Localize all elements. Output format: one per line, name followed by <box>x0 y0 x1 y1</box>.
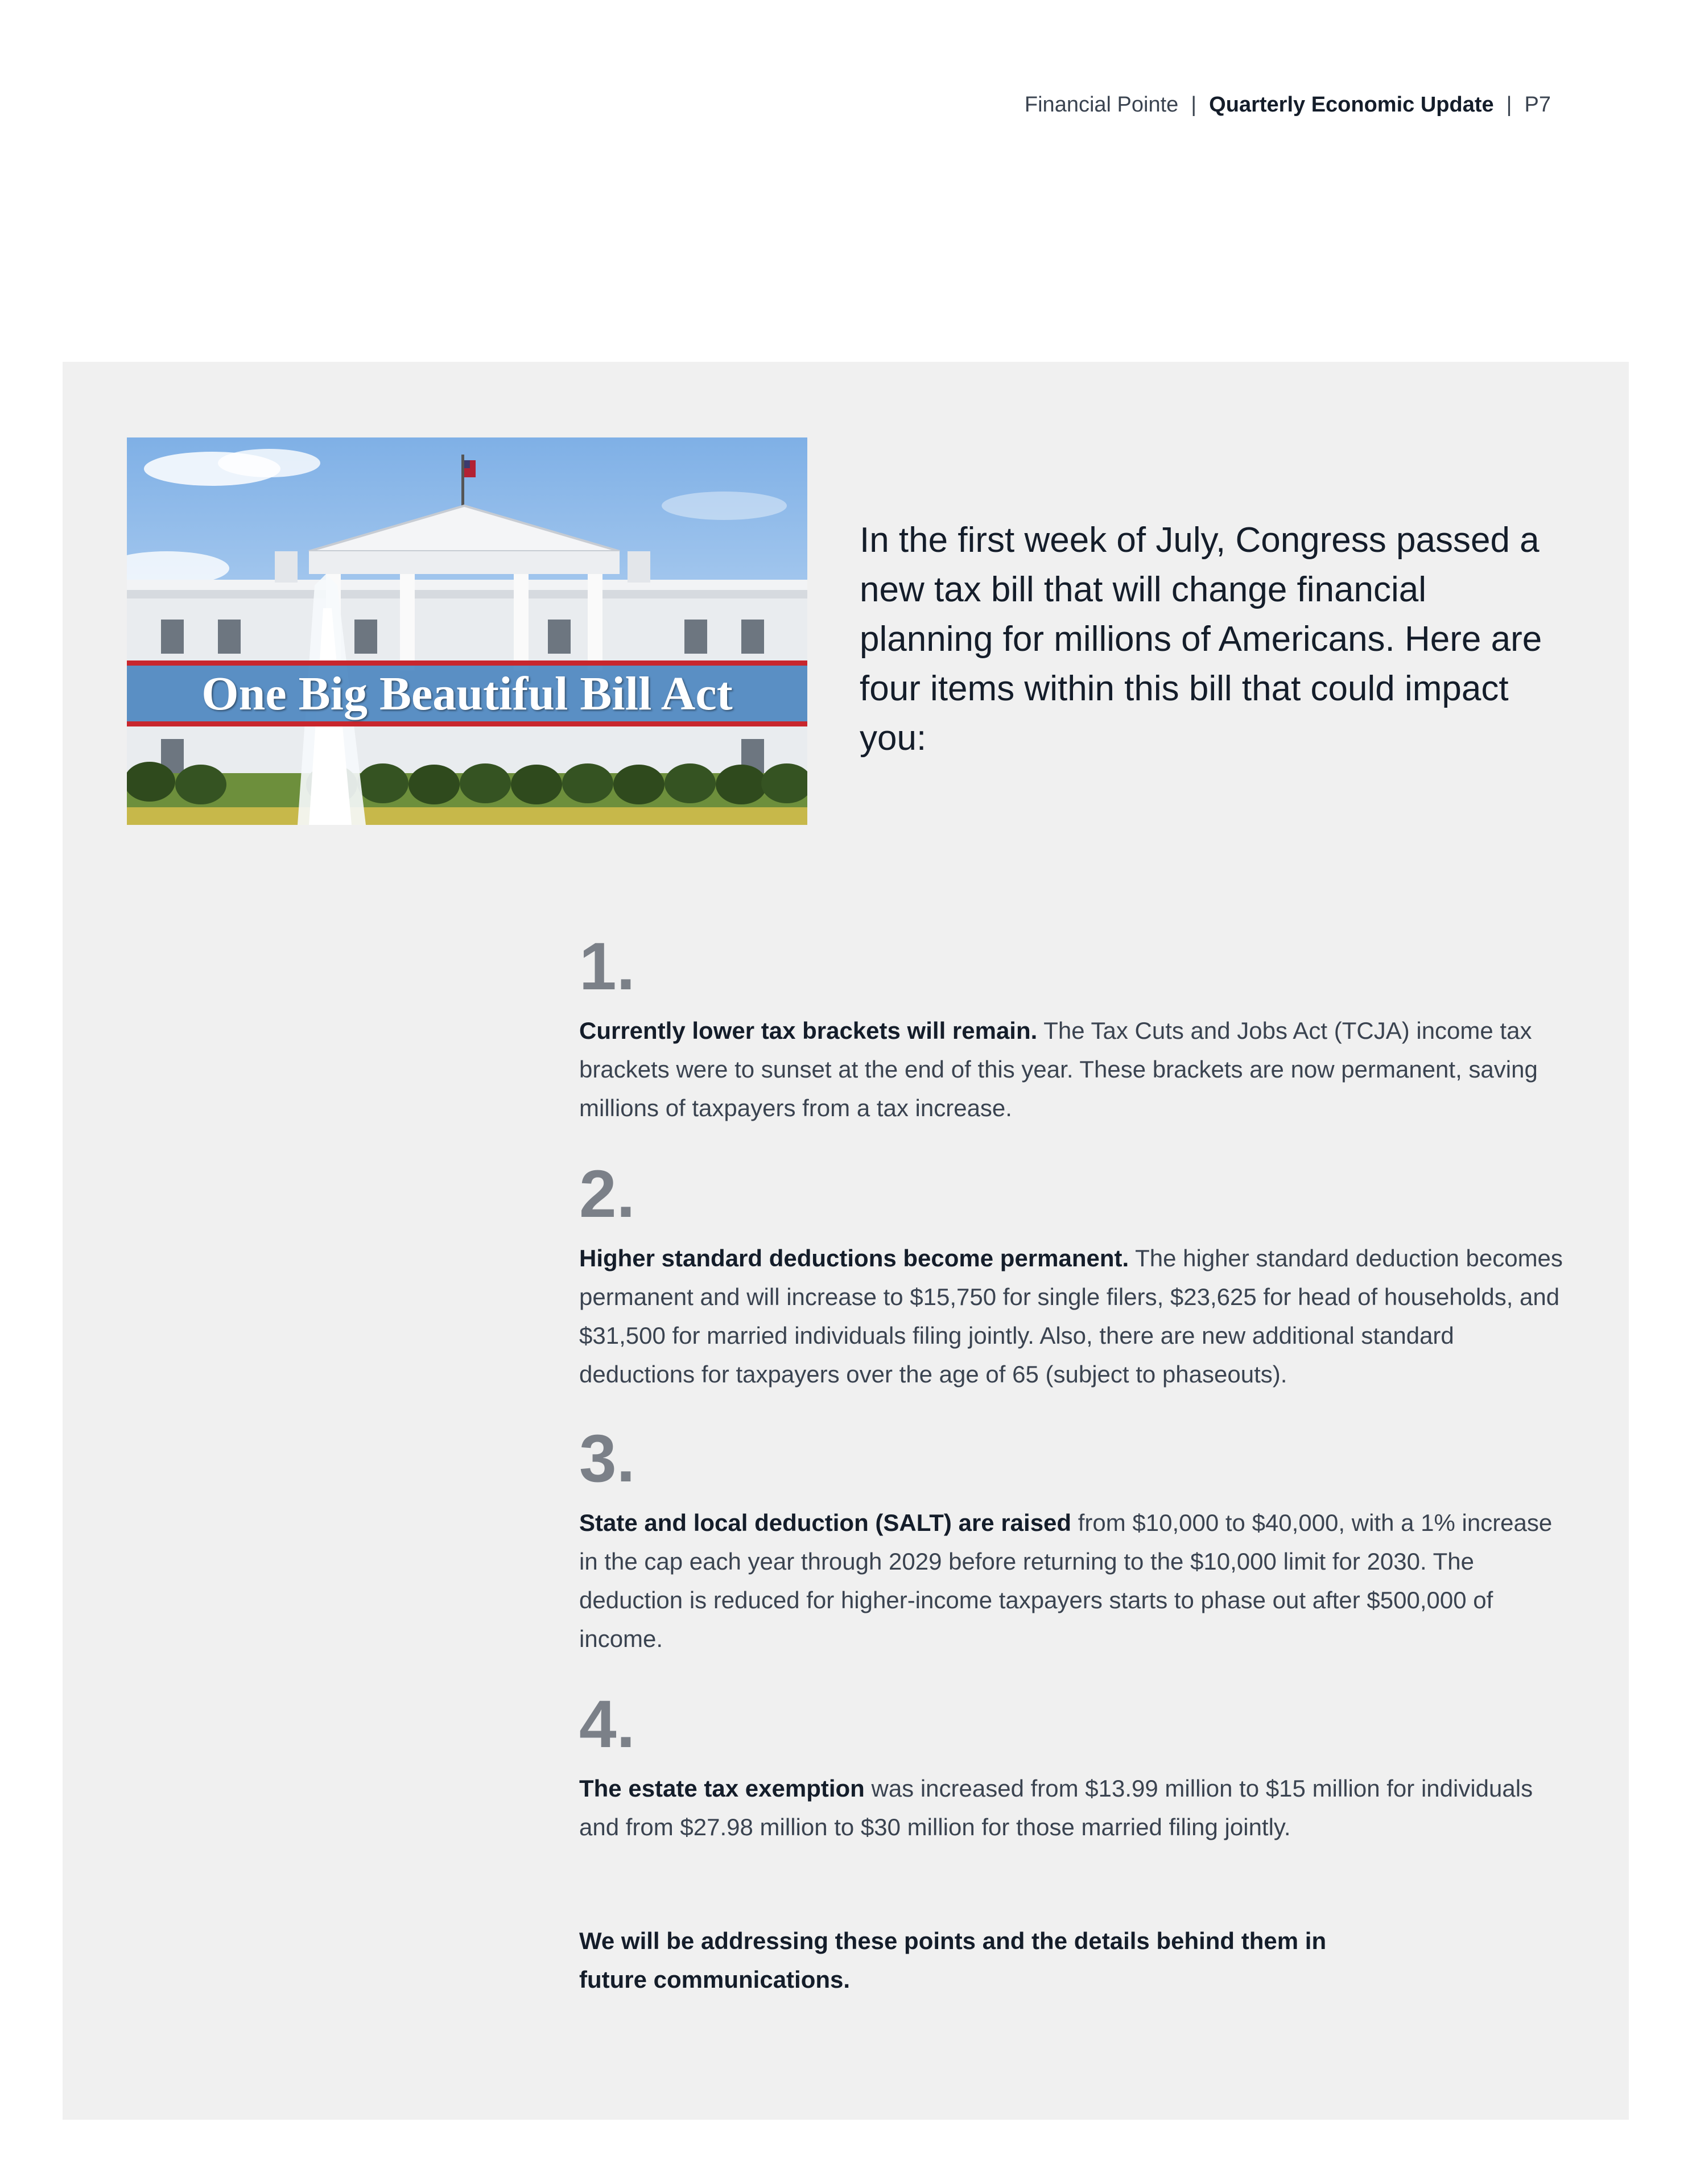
item-heading: The estate tax exemption <box>579 1775 865 1802</box>
intro-paragraph: In the first week of July, Congress passed a new tax bill that will change financial planning for millions of Americans. Here are four items within this bill that could impact you: <box>860 521 1542 758</box>
page-number: P7 <box>1524 93 1551 117</box>
header-separator: | <box>1506 93 1512 117</box>
list-item <box>579 1157 1569 1394</box>
item-body <box>579 1012 1569 1128</box>
item-heading: Currently lower tax brackets will remain. <box>579 1017 1038 1044</box>
list-item <box>579 1687 1569 1847</box>
item-text: from $10,000 to $40,000, with a 1% increase in the cap each year through 2029 before returning to the $10,000 limit for 2030. The deduction is reduced for higher-income taxpayers starts to phase out after $500,000 of income. <box>579 1509 1553 1652</box>
item-body <box>579 1504 1569 1658</box>
closing-note: We will be addressing these points and the details behind them in future communications. <box>579 1927 1327 1993</box>
image-banner <box>127 660 807 726</box>
item-heading: State and local deduction (SALT) are raised <box>579 1509 1072 1536</box>
white-house-image <box>127 437 807 825</box>
item-number: 3. <box>579 1421 635 1496</box>
item-number: 2. <box>579 1157 635 1232</box>
publication-name: Financial Pointe <box>1024 93 1179 117</box>
item-body <box>579 1769 1569 1847</box>
item-text: The higher standard deduction becomes permanent and will increase to $15,750 for single filers, $23,625 for head of households, and $31,500 for married individuals filing jointly. Also, there are new additional standard deductions for taxpayers over the age of 65 (subject to phaseouts). <box>579 1245 1563 1388</box>
section-title: Quarterly Economic Update <box>1209 93 1494 117</box>
item-text: The Tax Cuts and Jobs Act (TCJA) income tax brackets were to sunset at the end of this year. These brackets are now permanent, saving millions of taxpayers from a tax increase. <box>579 1017 1538 1121</box>
item-text: was increased from $13.99 million to $15 million for individuals and from $27.98 million to $30 million for those married filing jointly. <box>579 1775 1533 1840</box>
item-body <box>579 1239 1569 1394</box>
list-item <box>579 929 1569 1128</box>
item-number: 4. <box>579 1687 635 1762</box>
list-item <box>579 1421 1569 1658</box>
page-header <box>1025 93 1551 117</box>
item-heading: Higher standard deductions become permanent. <box>579 1245 1129 1271</box>
item-number: 1. <box>579 929 635 1004</box>
white-house-illustration <box>127 437 807 825</box>
banner-text: One Big Beautiful Bill Act <box>201 667 733 720</box>
header-separator: | <box>1191 93 1197 117</box>
